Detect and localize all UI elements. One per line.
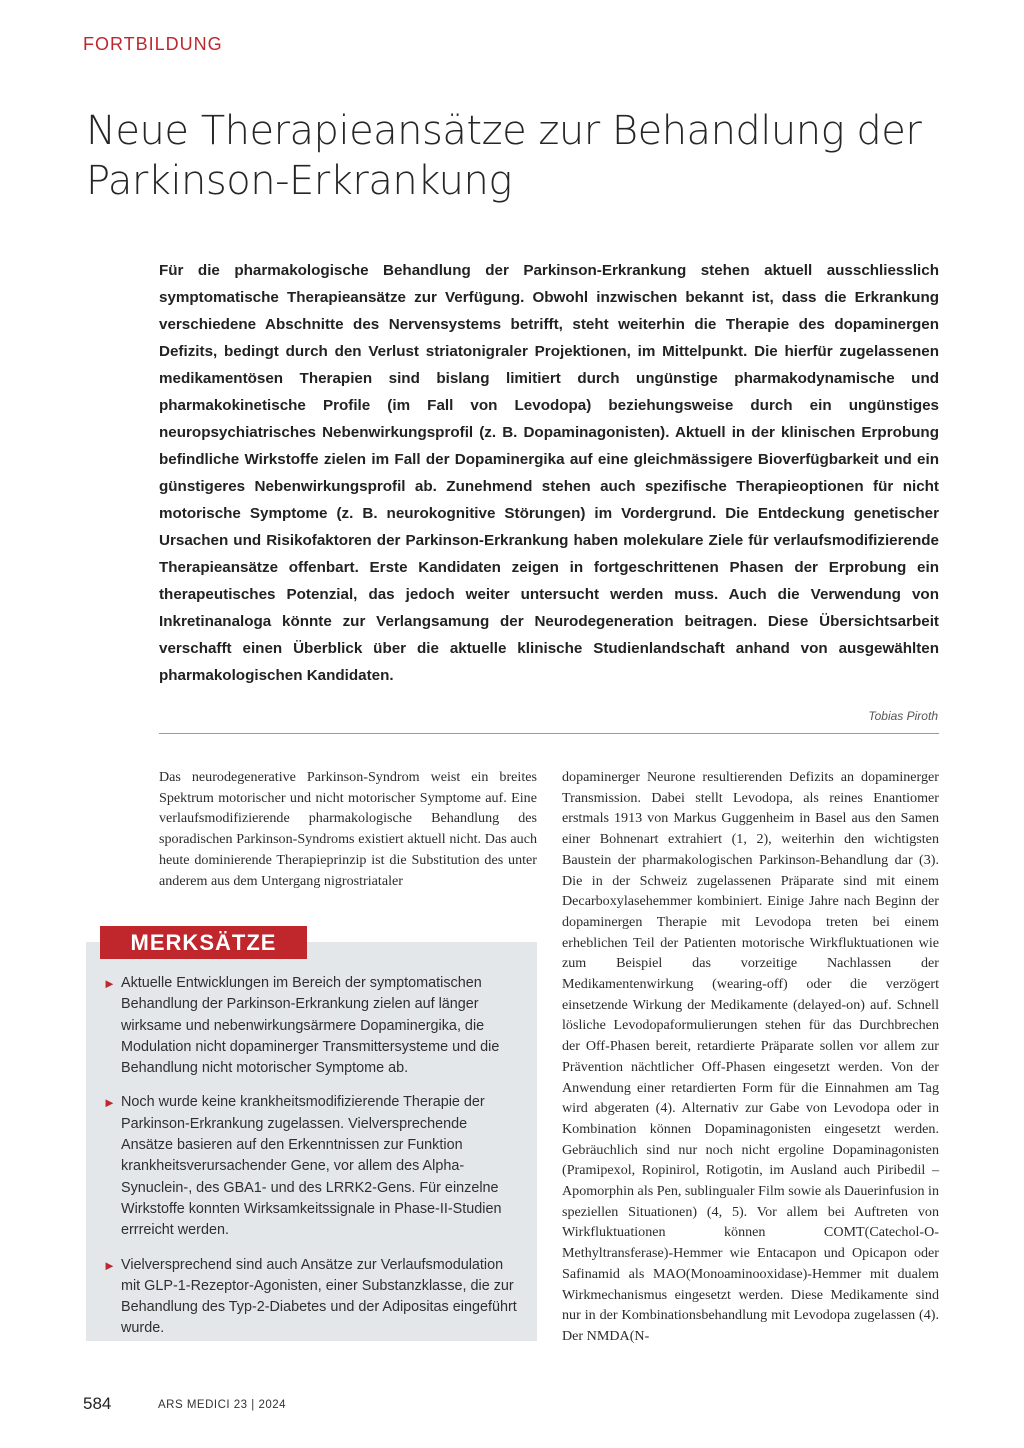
merksaetze-item-text: Noch wurde keine krankheitsmodifizierende Therapie der Parkinson-Erkrankung zugelassen. Vielversprechende Ansätze basieren auf den Erkenntnissen zur Funktion krankheitsverursachender Gene, vor allem des Alpha-Synuclein-, des GBA1- und des LRRK2-Gens. Für einzelne Wirkstoffe konnten Wirksamkeitssignale in Phase-II-Studien errreicht werden.	[121, 1094, 502, 1239]
triangle-bullet-icon: ►	[103, 1257, 116, 1273]
merksaetze-item-text: Vielversprechend sind auch Ansätze zur Verlaufsmodulation mit GLP-1-Rezeptor-Agonisten, einer Substanzklasse, die zur Behandlung des Typ-2-Diabetes und der Adipositas eingeführt wurde.	[121, 1256, 517, 1337]
body-column-left	[159, 767, 537, 891]
body-paragraph: Das neurodegenerative Parkinson-Syndrom weist ein breites Spektrum motorischer und nicht motorischer Symptome auf. Eine verlaufsmodifizierende pharmakologische Behandlung des sporadischen Parkinson-Syndroms existiert aktuell nicht. Das auch heute dominierende Therapieprinzip ist die Substitution des unter anderem aus dem Untergang nigrostriataler	[159, 769, 537, 889]
article-abstract: Für die pharmakologische Behandlung der Parkinson-Erkrankung stehen aktuell ausschliesslich symptomatische Therapieansätze zur Verfügung. Obwohl inzwischen bekannt ist, dass die Erkrankung verschiedene Abschnitte des Nervensystems betrifft, steht weiterhin die Therapie des dopaminergen Defizits, bedingt durch den Verlust striatonigraler Projektionen, im Mittelpunkt. Die hierfür zugelassenen medikamentösen Therapien sind bislang limitiert durch ungünstige pharmakodynamische und pharmakokinetische Profile (im Fall von Levodopa) beziehungsweise durch ein ungünstiges neuropsychiatrisches Nebenwirkungsprofil (z. B. Dopaminagonisten). Aktuell in der klinischen Erprobung befindliche Wirkstoffe zielen im Fall der Dopaminergika auf eine gleichmässigere Bioverfügbarkeit und ein günstigeres Nebenwirkungsprofil ab. Zunehmend stehen auch spezifische Therapieoptionen für nicht motorische Symptome (z. B. neurokognitive Störungen) im Vordergrund. Die Entdeckung genetischer Ursachen und Risikofaktoren der Parkinson-Erkrankung haben molekulare Ziele für verlaufsmodifizierende Therapieansätze offenbart. Erste Kandidaten zeigen in fortgeschrittenen Phasen der Erprobung ein therapeutisches Potenzial, das jedoch weiter untersucht werden muss. Auch die Verwendung von Inkretinanaloga könnte zur Verlangsamung der Neurodegeneration beitragen. Diese Übersichtsarbeit verschafft einen Überblick über die aktuelle klinische Studienlandschaft anhand von ausgewählten pharmakologischen Kandidaten.	[159, 262, 939, 684]
article-title: Neue Therapieansätze zur Behandlung der Parkinson-Erkrankung	[86, 108, 922, 204]
merksaetze-item	[103, 973, 518, 1079]
author-name: Tobias Piroth	[868, 709, 938, 723]
merksaetze-label: MERKSÄTZE	[100, 926, 307, 959]
triangle-bullet-icon: ►	[103, 976, 116, 991]
merksaetze-list	[103, 973, 518, 1353]
page-number: 584	[83, 1394, 112, 1413]
merksaetze-item	[103, 1092, 518, 1241]
body-paragraph: dopaminerger Neurone resultierenden Defizits an dopaminerger Transmission. Dabei stellt Levodopa, als reines Enantiomer erstmals 1913 von Markus Guggenheim in Basel aus den Samen einer Bohnenart extrahiert (1, 2), weiterhin den wichtigsten Baustein der pharmakologischen Parkinson-Behandlung dar (3). Die in der Schweiz zugelassenen Präparate sind mit einem Decarboxylasehemmer kombiniert. Einige Jahre nach Beginn der dopaminergen Therapie mit Levodopa treten bei einem erheblichen Teil der Patienten motorische Wirkfluktuationen wie zum Beispiel das vorzeitige Nachlassen der Medikamentenwirkung (wearing-off) oder die verzögert einsetzende Wirkung der Medikamente (delayed-on) auf. Schnell lösliche Levodopaformulierungen stehen für das Durchbrechen der Off-Phasen bereit, retardierte Präparate sollen vor allem zur Prävention nächtlicher Off-Phasen eingesetzt werden. Von der Anwendung einer retardierten Form für die Einnahmen am Tag wird abgeraten (4). Alternativ zur Gabe von Levodopa oder in Kombination können Dopaminagonisten eingesetzt werden. Gebräuchlich sind nur noch nicht ergoline Dopaminagonisten (Pramipexol, Ropinirol, Rotigotin, im Ausland auch Piribedil – Apomorphin als Pen, sublingualer Film sowie als Dauerinfusion in speziellen Situationen) (4, 5). Vor allem bei Auftreten von Wirkfluktuationen können COMT(Catechol-O-Methyltransferase)-Hemmer wie Entacapon und Opicapon oder Safinamid als MAO(Monoaminooxidase)-Hemmer mit dualem Wirkmechanismus eingesetzt werden. Diese Medikamente sind nur in der Kombinationsbehandlung mit Levodopa zugelassen (4). Der NMDA(N-	[562, 769, 939, 1344]
body-column-right	[562, 767, 939, 1347]
journal-issue: ARS MEDICI 23 | 2024	[158, 1399, 287, 1411]
section-label: FORTBILDUNG	[83, 34, 223, 54]
abstract-divider	[159, 733, 939, 734]
merksaetze-item-text: Aktuelle Entwicklungen im Bereich der symptomatischen Behandlung der Parkinson-Erkrankung zielen auf länger wirksame und nebenwirkungsärmere Dopaminergika, die Modulation nicht dopaminerger Transmittersysteme und die Behandlung nicht motorischer Symptome ab.	[121, 975, 500, 1077]
triangle-bullet-icon: ►	[103, 1095, 116, 1111]
merksaetze-item	[103, 1255, 518, 1340]
